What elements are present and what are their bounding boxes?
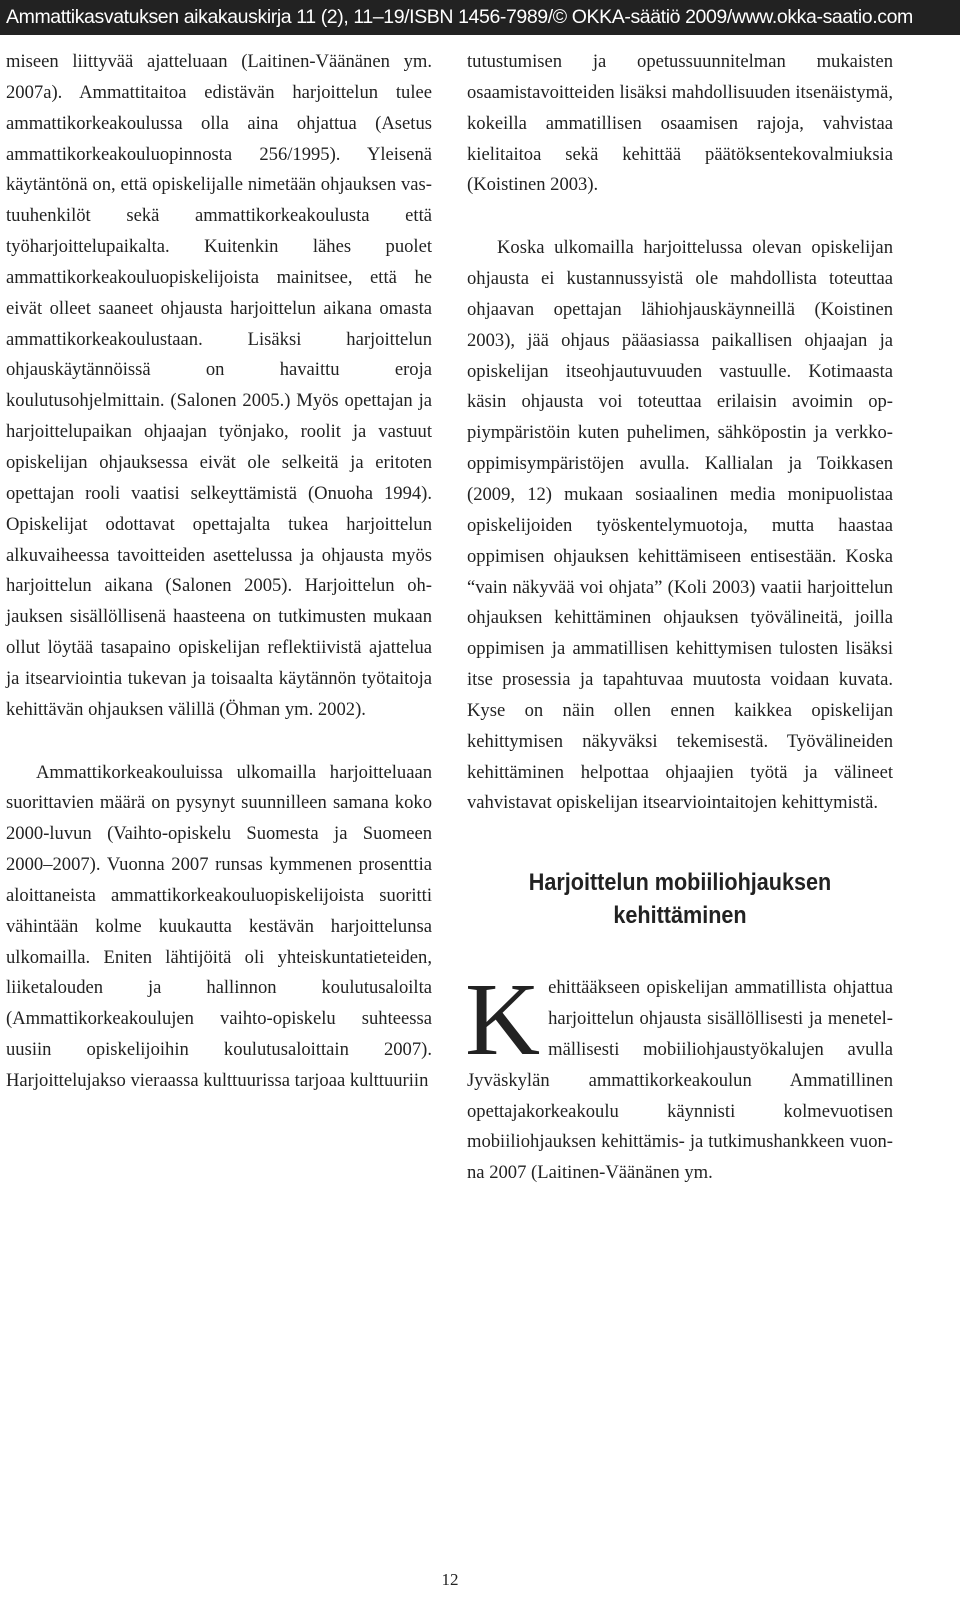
right-paragraph-2: Koska ulkomailla harjoittelussa olevan opiskelijan ohjausta ei kustannussyistä ole mahdollista toteuttaa ohjaavan opettajan lähiohjauskäynneillä (Koistinen 2003), jää ohjaus pääasiassa paikallisen ohjaajan ja opiskelijan itseohjautuvuuden vastuulle. Kotimaasta käsin ohjausta voi toteuttaa erilaisin avoimin oppiympäristöin kuten puhelimen, sähköpostin ja verkko-oppimisympäristöjen avulla. Kallialan ja Toikkasen (2009, 12) mukaan sosiaalinen media monipuolistaa opiskelijoiden työskentelymuotoja, mutta haastaa oppimisen ohjauksen kehittämiseen entisestään. Koska “vain näkyvää voi ohjata” (Koli 2003) vaatii harjoittelun ohjauksen kehittäminen ohjauksen työvälineitä, joilla oppimisen ja ammatillisen kehittymisen tulosten lisäksi itse prosessia ja tapahtuvaa muutosta voidaan kuvata. Kyse on näin ollen ennen kaikkea opiskelijan kehittymisen näkyväksi tekemisestä. Työvälineiden kehittäminen helpottaa ohjaajien työtä ja välineet vahvistavat opiskelijan itsearviointaitojen kehittymistä. xyxy=(467,237,893,814)
right-paragraph-1: tutustumisen ja opetussuunnitelman mukaisten osaamistavoitteiden lisäksi mahdollisuuden itsenäistymä, kokeilla ammatillisen osaamisen rajoja, vahvistaa kielitaitoa sekä kehittää päätöksentekovalmiuksia (Koistinen 2003). xyxy=(467,51,893,196)
journal-header: Ammattikasvatuksen aikakauskirja 11 (2), 11–19/ISBN 1456-7989/© OKKA-säätiö 2009/www.okka-saatio.com xyxy=(0,0,960,35)
left-column xyxy=(6,47,432,1097)
left-paragraph-1: miseen liittyvää ajatteluaan (Laitinen-Väänänen ym. 2007a). Ammattitaitoa edistävän harjoittelun tulee ammattikorkeakoulussa olla aina ohjattua (Asetus ammattikorkeakouluopinnosta 256/1995). Yleisenä käytäntönä on, että opiskelijalle nimetään ohjauksen vastuuhenkilöt sekä ammattikorkeakoulusta että työharjoittelupaikalta. Kuitenkin lähes puolet ammattikorkeakouluopiskelijoista mainitsee, että he eivät olleet saaneet ohjausta harjoittelun aikana omasta ammattikorkeakoulustaan. Lisäksi harjoittelun ohjauskäytännöissä on havaittu eroja koulutusohjelmittain. (Salonen 2005.) Myös opettajan ja harjoittelupaikan ohjaajan työnjako, roolit ja vastuut opiskelijan ohjauksessa eivät ole selkeitä ja eritoten opettajan rooli vaatisi selkeyttämistä (Onuoha 1994). Opiskelijat odottavat opettajalta tukea harjoittelun alkuvaiheessa tavoitteiden asettelussa ja ohjausta myös harjoittelun aikana (Salonen 2005). Harjoittelun ohjauksen sisällöllisenä haasteena on tutkimusten mukaan ollut löytää tasapaino opiskelijan reflektiivistä ajattelua ja itsearviointia tukevan ja toisaalta käytännön työtaitoja kehittävän ohjauksen välillä (Öhman ym. 2002). xyxy=(6,51,432,720)
page-number: 12 xyxy=(441,1570,459,1589)
right-paragraph-3-text: ehittääkseen opiskelijan ammatillista ohjattua harjoittelun ohjausta sisällöllisesti ja menetelmällisesti mobiiliohjaustyökalujen avulla Jyväskylän ammattikorkeakoulun Ammatillinen opettajakorkeakoulu käynnisti kolmevuotisen mobiiliohjauksen kehittämis- ja tutkimushankkeen vuonna 2007 (Laitinen-Väänänen ym. xyxy=(467,977,893,1184)
right-paragraph-3 xyxy=(465,962,893,1189)
right-column xyxy=(467,47,893,1189)
left-paragraph-2: Ammattikorkeakouluissa ulkomailla harjoitteluaan suorittavien määrä on pysynyt suunnilleen samana koko 2000-luvun (Vaihto-opiskelu Suomesta ja Suomeen 2000–2007). Vuonna 2007 runsas kymmenen prosenttia aloittaneista ammattikorkeakouluopiskelijoista suoritti vähintään kolme kuukautta kestävän harjoittelunsa ulkomailla. Eniten lähtijöitä oli yhteiskuntatieteiden, liiketalouden ja hallinnon koulutusaloilta (Ammattikorkeakoulujen vaihto-opiskelu suhteessa uusiin opiskelijoihin koulutusaloittain 2007). Harjoittelujakso vieraassa kulttuurissa tarjoaa kulttuuriin xyxy=(6,761,432,1091)
drop-cap-letter: K xyxy=(465,962,541,1078)
section-heading: Harjoittelun mobiiliohjauksen kehittäminen xyxy=(528,869,832,930)
